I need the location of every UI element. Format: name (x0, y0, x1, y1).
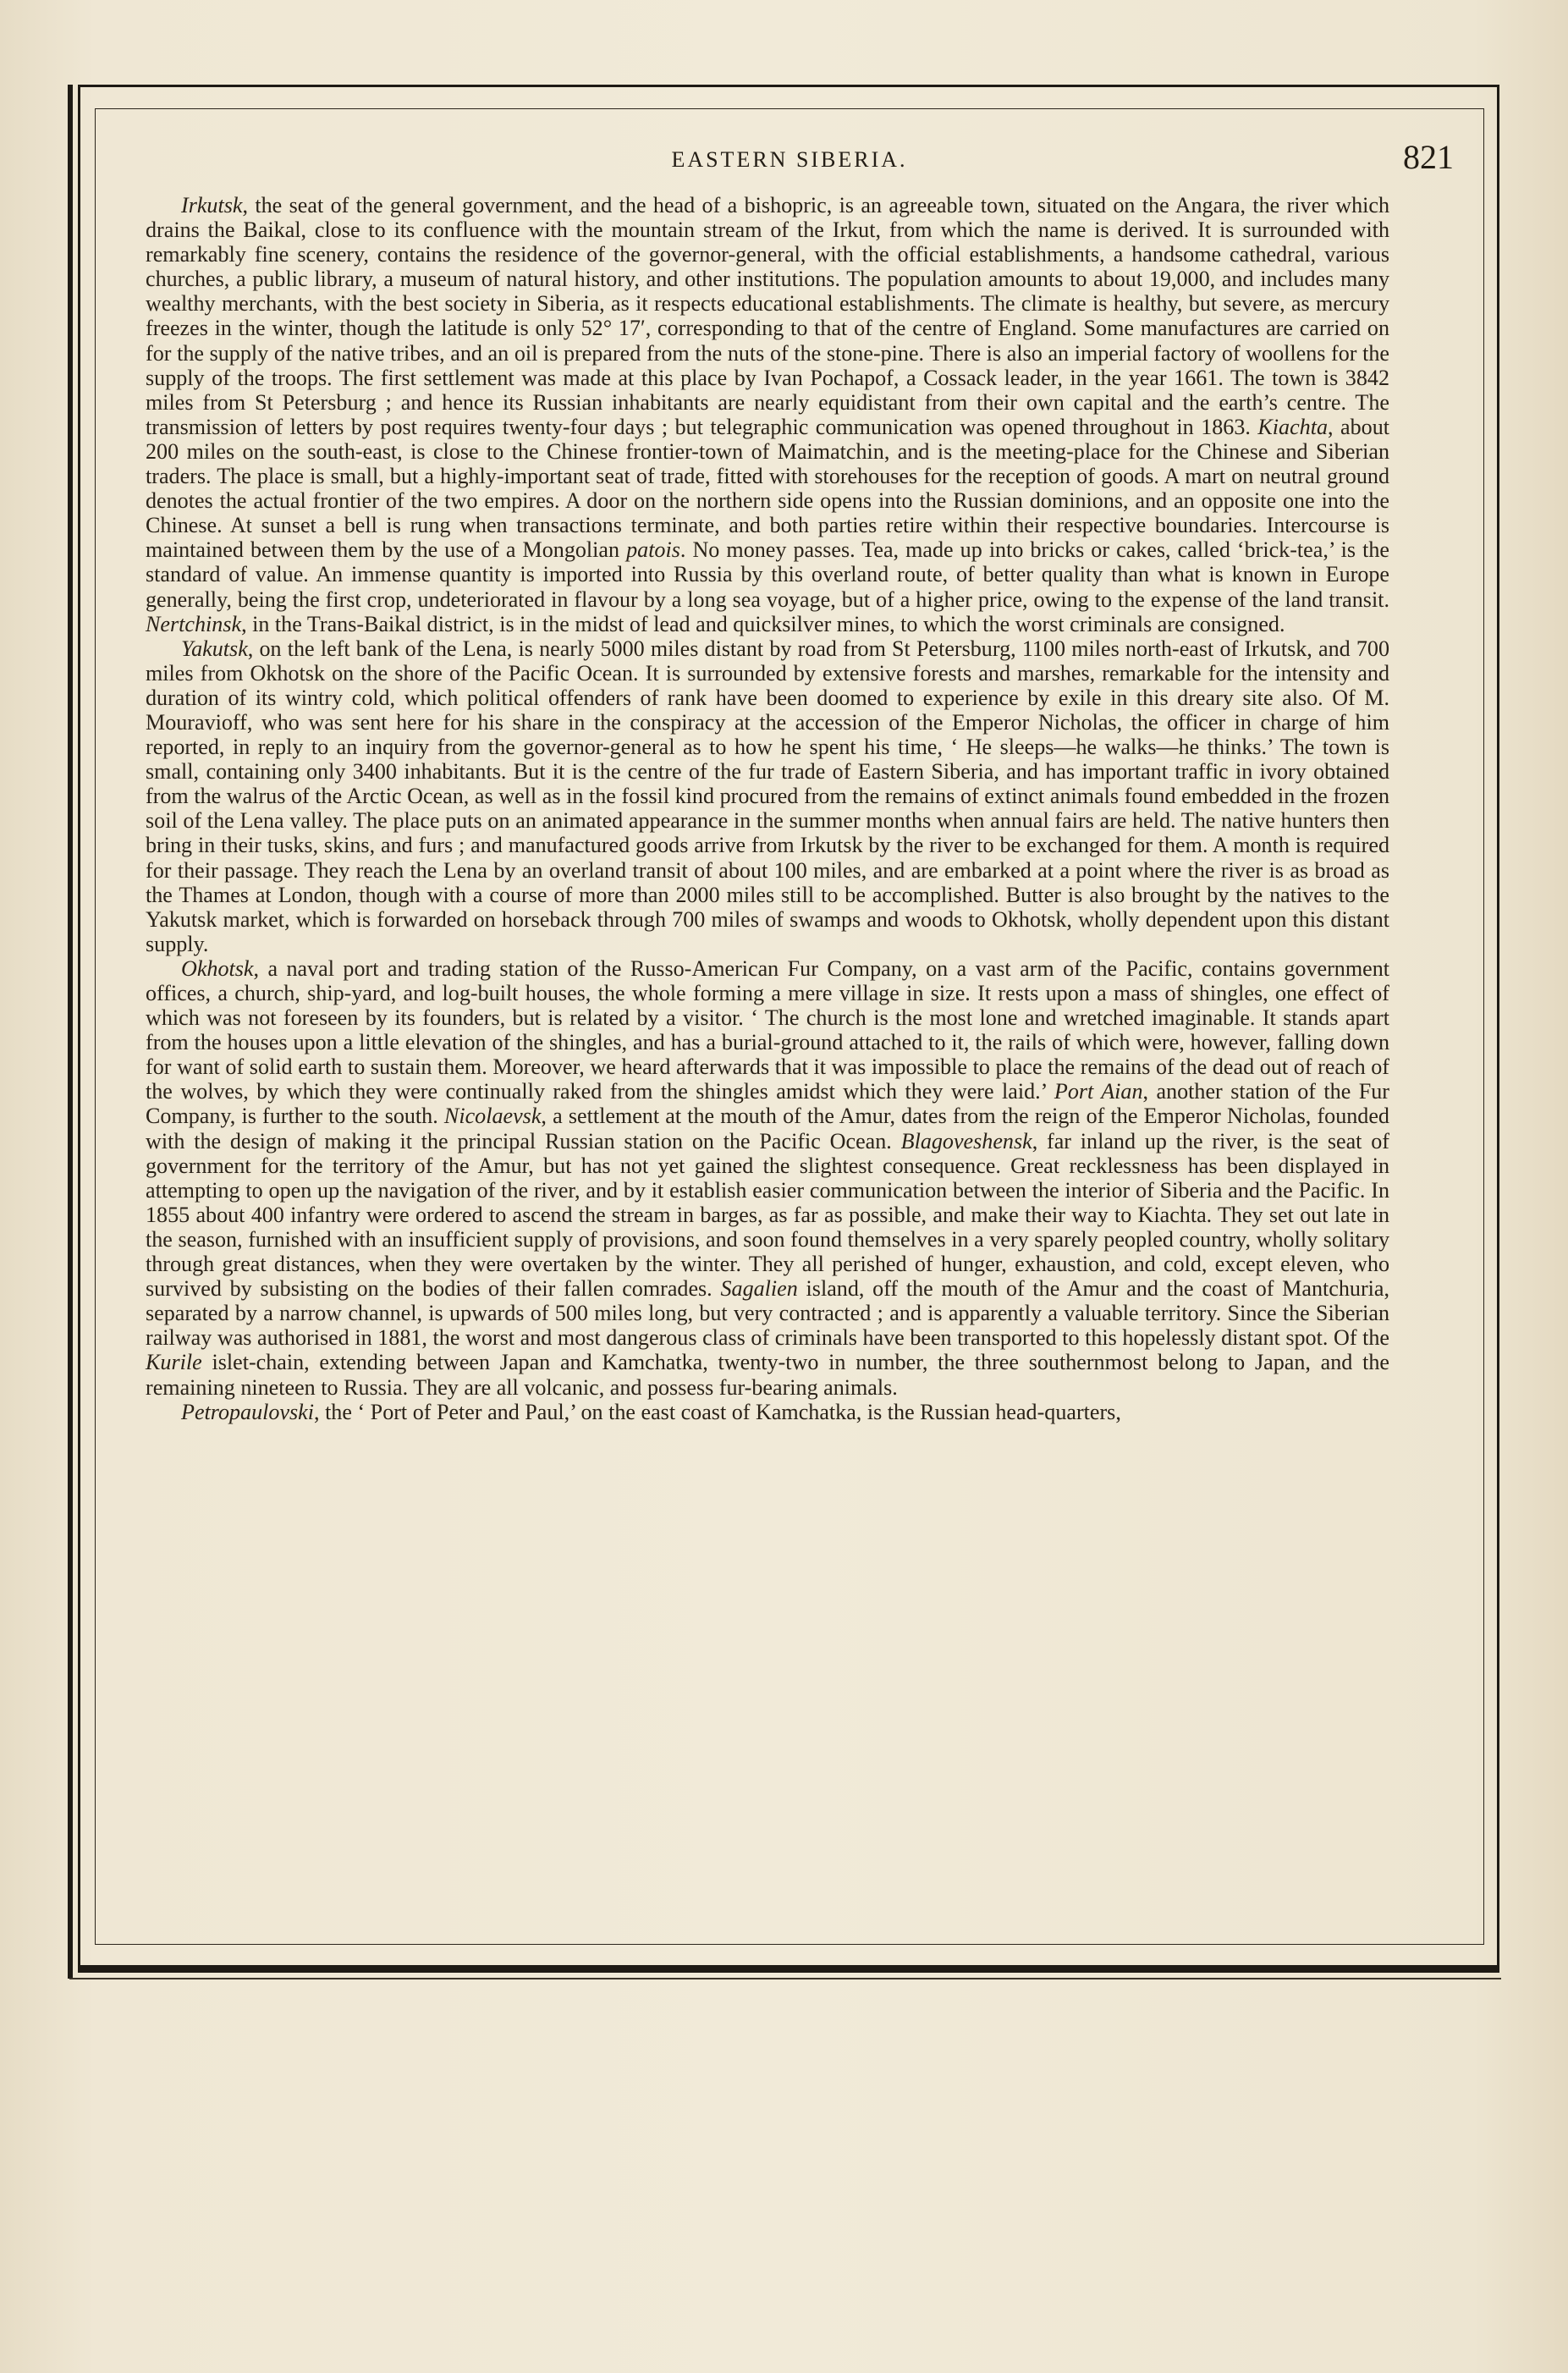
place-name: Kurile (146, 1350, 202, 1375)
text-run: , a settlement at the mouth of the Amur, dates from the reign of the Emperor Nicholas, founded with the design of making it the principal Russian station on the Pacific Ocean. (146, 1104, 1389, 1153)
place-name: Petropaulovski (181, 1399, 315, 1424)
text-run: , the ‘ Port of Peter and Paul,’ on the east coast of Kamchatka, is the Russian head-quarters, (314, 1399, 1121, 1424)
place-name: Kiachta (1257, 414, 1329, 439)
text-run: , far inland up the river, is the seat of government for the territory of the Amur, but has not yet gained the slightest consequence. Great recklessness has been displayed in attempting to open up the navigation of the river, and by it establish easier communication between the interior of Siberia and the Pacific. In 1855 about 400 infantry were ordered to ascend the stream in barges, as far as possible, and make their way to Kiachta. They set out late in the season, furnished with an insufficient supply of provisions, and soon found themselves in a very sparely peopled country, wholly solitary through great distances, when they were overtaken by the winter. They all perished of hunger, exhaustion, and cold, except eleven, who survived by subsisting on the bodies of their fallen comrades. (146, 1128, 1389, 1302)
paragraph-yakutsk (146, 636, 1389, 956)
text-run: , another station of the Fur Company, is further to the south. (146, 1079, 1389, 1129)
place-name: Nertchinsk (146, 611, 242, 636)
text-run: , the seat of the general government, and the head of a bishopric, is an agreeable town, situated on the Angara, the river which drains the Baikal, close to its confluence with the mountain stream of the Irkut, from which the name is derived. It is surrounded with remarkably fine scenery, contains the residence of the governor-general, with the official establishments, a handsome cathedral, various churches, a public library, a museum of natural history, and other institutions. The population amounts to about 19,000, and includes many wealthy merchants, with the best society in Siberia, as it respects educational establishments. The climate is healthy, but severe, as mercury freezes in the winter, though the latitude is only 52° 17′, corresponding to that of the centre of England. Some manufactures are carried on for the supply of the native tribes, and an oil is prepared from the nuts of the stone-pine. There is also an imperial factory of woollens for the supply of the troops. The first settlement was made at this place by Ivan Pochapof, a Cossack leader, in the year 1661. The town is 3842 miles from St Petersburg ; and hence its Russian inhabitants are nearly equidistant from their own capital and the earth’s centre. The transmission of letters by post requires twenty-four days ; but telegraphic communication was opened throughout in 1863. (146, 193, 1389, 439)
place-name: Sagalien (720, 1276, 798, 1302)
place-name: Blagoveshensk (900, 1128, 1032, 1153)
text-run: , about 200 miles on the south-east, is close to the Chinese frontier-town of Maimatchin, and is the meeting-place for the Chinese and Siberian traders. The place is small, but a highly-important seat of trade, fitted with storehouses for the reception of goods. A mart on neutral ground denotes the actual frontier of the two empires. A door on the northern side opens into the Russian dominions, and an opposite one into the Chinese. At sunset a bell is rung when transactions terminate, and both parties retire within their respective boundaries. Intercourse is maintained between them by the use of a Mongolian (146, 414, 1389, 563)
running-title: EASTERN SIBERIA. (671, 147, 908, 172)
bottom-rule-thin (69, 1978, 1501, 1979)
page-number: 821 (1403, 138, 1454, 176)
paragraph-okhotsk (146, 956, 1389, 1400)
text-run: island, off the mouth of the Amur and the coast of Mantchuria, separated by a narrow channel, is upwards of 500 miles long, but very contracted ; and is apparently a valuable territory. Since the Siberian railway was authorised in 1881, the worst and most dangerous class of criminals have been transported to this hopelessly distant spot. Of the (146, 1276, 1389, 1351)
text-run: islet-chain, extending between Japan and Kamchatka, twenty-two in number, the three southernmost belong to Japan, and the remaining nineteen to Russia. They are all volcanic, and possess fur-bearing animals. (146, 1350, 1389, 1400)
bottom-rule (78, 1968, 1499, 1973)
body-text (146, 193, 1389, 1424)
place-name: Nicolaevsk (443, 1104, 542, 1129)
place-name: Okhotsk (181, 955, 254, 981)
place-name: Yakutsk (181, 636, 248, 661)
paragraph-irkutsk (146, 193, 1389, 636)
place-name: Irkutsk (181, 193, 243, 217)
text-run: . No money passes. Tea, made up into bricks or cakes, called ‘brick-tea,’ is the standard of value. An immense quantity is imported into Russia by this overland route, of better quality than what is known in Europe generally, being the first crop, undeteriorated in flavour by a long sea voyage, but of a higher price, owing to the expense of the land transit. (146, 537, 1389, 612)
text-run: , a naval port and trading station of the Russo-American Fur Company, on a vast arm of the Pacific, contains government offices, a church, ship-yard, and log-built houses, the whole forming a mere village in size. It rests upon a mass of shingles, one effect of which was not foreseen by its founders, but is related by a visitor. ‘ The church is the most lone and wretched imaginable. It stands apart from the houses upon a little elevation of the shingles, and has a burial-ground attached to it, the rails of which were, however, falling down for want of solid earth to sustain them. Moreover, we heard afterwards that it was impossible to place the remains of the dead out of reach of the wolves, by which they were continually raked from the shingles amidst which they were laid.’ (146, 955, 1389, 1104)
place-name: patois (626, 537, 680, 563)
paragraph-petropaulovski (146, 1400, 1389, 1424)
text-run: , in the Trans-Baikal district, is in the midst of lead and quicksilver mines, to which the worst criminals are consigned. (241, 611, 1285, 636)
frame-left-rule (68, 85, 73, 1979)
text-run: , on the left bank of the Lena, is nearly 5000 miles distant by road from St Petersburg, 1100 miles north-east of Irkutsk, and 700 miles from Okhotsk on the shore of the Pacific Ocean. It is surrounded by extensive forests and marshes, remarkable for the intensity and duration of its wintry cold, which political offenders of rank have been doomed to experience by exile in this dreary site also. Of M. Mouravioff, who was sent here for his share in the conspiracy at the accession of the Emperor Nicholas, the officer in charge of him reported, in reply to an inquiry from the governor-general as to how he spent his time, ‘ He sleeps—he walks—he thinks.’ The town is small, containing only 3400 inhabitants. But it is the centre of the fur trade of Eastern Siberia, and has important traffic in ivory obtained from the walrus of the Arctic Ocean, as well as in the fossil kind procured from the remains of extinct animals found embedded in the frozen soil of the Lena valley. The place puts on an animated appearance in the summer months when annual fairs are held. The native hunters then bring in their tusks, skins, and furs ; and manufactured goods arrive from Irkutsk by the river to be exchanged for them. A month is required for their passage. They reach the Lena by an overland transit of about 100 miles, and are embarked at a point where the river is as broad as the Thames at London, though with a course of more than 2000 miles still to be accomplished. Butter is also brought by the natives to the Yakutsk market, which is forwarded on horseback through 700 miles of swamps and woods to Okhotsk, wholly dependent upon this distant supply. (146, 636, 1389, 956)
running-header (95, 138, 1484, 176)
place-name: Port Aian (1054, 1079, 1143, 1104)
